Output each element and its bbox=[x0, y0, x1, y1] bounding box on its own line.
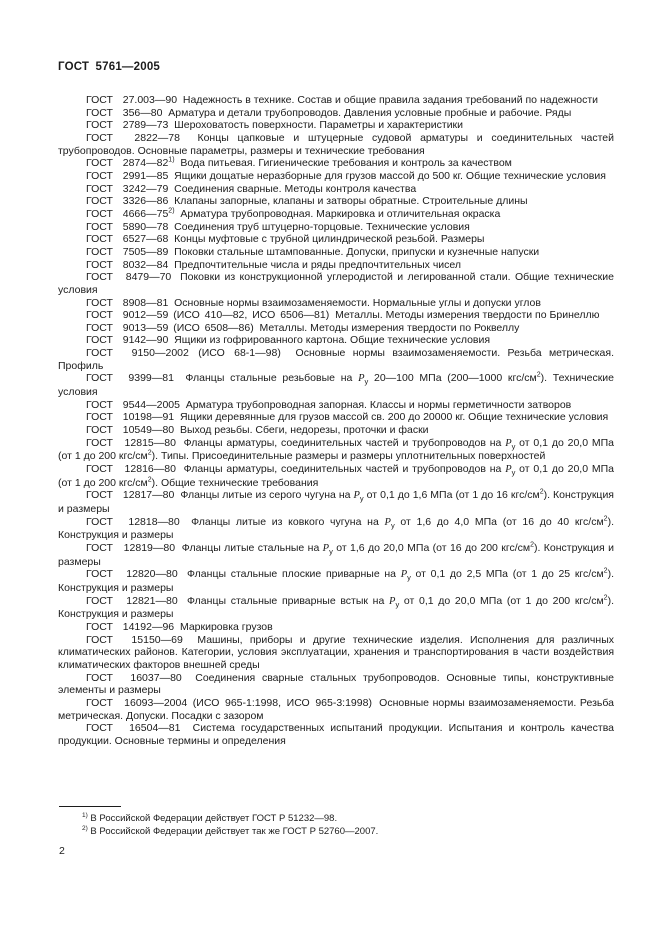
footnote-divider bbox=[59, 806, 121, 807]
reference-entry: ГОСТ 8908—81 Основные нормы взаимозаменяемости. Нормальные углы и допуски углов bbox=[86, 296, 541, 309]
reference-code: ГОСТ 12817—80 bbox=[86, 489, 175, 502]
reference-entry: ГОСТ 16037—80 Соединения сварные стальных трубопроводов. Основные типы, конструктивные элементы и размеры bbox=[58, 671, 615, 697]
reference-code: ГОСТ 4666—75 bbox=[86, 207, 169, 220]
reference-code: ГОСТ 12820—80 bbox=[86, 568, 178, 581]
squared-superscript: 2 bbox=[536, 371, 541, 379]
pressure-symbol: P bbox=[322, 542, 330, 554]
reference-code: ГОСТ 9012—59 (ИСО 410—82, ИСО 6506—81) bbox=[86, 309, 330, 322]
squared-superscript: 2 bbox=[530, 541, 534, 549]
reference-code: ГОСТ 6527—68 bbox=[86, 233, 169, 246]
reference-code: ГОСТ 3326—86 bbox=[86, 195, 169, 208]
squared-superscript: 2 bbox=[147, 449, 152, 457]
reference-code: ГОСТ 2991—85 bbox=[86, 169, 169, 182]
reference-entry: ГОСТ 12820—80 Фланцы стальные плоские приварные на $P_у$ от 0,1 до 2,5 МПа (от 1 до 25 кгс/$см^2$). Конструкция и размеры bbox=[58, 567, 614, 594]
reference-entry: ГОСТ 9150—2002 (ИСО 68-1—98) Основные нормы взаимозаменяемости. Резьба метрическая. Профиль bbox=[58, 347, 614, 372]
reference-code: ГОСТ 3242—79 bbox=[86, 182, 169, 195]
reference-code: ГОСТ 27.003—90 bbox=[86, 94, 178, 106]
reference-entry: ГОСТ 12816—80 Фланцы арматуры, соединительных частей и трубопроводов на $P_у$ от 0,1 до 20,0 МПа (от 1 до 200 кгс/$см^2$). Общие технические требования bbox=[58, 463, 615, 489]
pressure-symbol: P bbox=[353, 490, 360, 502]
footnote-entry: $^{2)}$ В Российской Федерации действует так же ГОСТ Р 52760—2007. bbox=[82, 824, 379, 837]
pressure-symbol: P bbox=[358, 373, 365, 385]
reference-code: ГОСТ 16504—81 bbox=[86, 722, 181, 735]
reference-entry: ГОСТ 3242—79 Соединения сварные. Методы контроля качества bbox=[86, 182, 417, 195]
references-list bbox=[58, 94, 614, 747]
reference-code: ГОСТ 356—80 bbox=[86, 106, 163, 119]
reference-entry: ГОСТ 9399—81 Фланцы стальные резьбовые на $P_у$ 20—100 МПа (200—1000 кгс/$см^2$). Технические условия bbox=[58, 371, 614, 399]
reference-entry: ГОСТ 27.003—90 Надежность в технике. Состав и общие правила задания требований по надежности bbox=[86, 94, 599, 106]
reference-code: ГОСТ 9013—59 (ИСО 6508—86) bbox=[86, 321, 254, 334]
reference-code: ГОСТ 12815—80 bbox=[86, 436, 176, 449]
footnote-marker: 1) bbox=[168, 156, 175, 164]
standard-number-heading: ГОСТ 5761—2005 bbox=[58, 61, 161, 73]
reference-entry: ГОСТ 12815—80 Фланцы арматуры, соединительных частей и трубопроводов на $P_у$ от 0,1 до 20,0 МПа (от 1 до 200 кгс/$см^2$). Типы. Присоединительные размеры и размеры уплотнительных поверхностей bbox=[58, 436, 615, 463]
reference-code: ГОСТ 8032—84 bbox=[86, 258, 169, 271]
pressure-symbol: P bbox=[389, 595, 396, 607]
reference-entry: ГОСТ 14192—96 Маркировка грузов bbox=[86, 620, 273, 633]
reference-code: ГОСТ 2789—73 bbox=[86, 119, 169, 132]
reference-code: ГОСТ 9399—81 bbox=[86, 372, 174, 385]
reference-code: ГОСТ 15150—69 bbox=[86, 633, 183, 646]
reference-entry: ГОСТ 4666—75$^{2)}$ Арматура трубопроводная. Маркировка и отличительная окраска bbox=[86, 207, 501, 220]
reference-code: ГОСТ 12818—80 bbox=[86, 515, 180, 528]
reference-entry: ГОСТ 10198—91 Ящики деревянные для грузов массой св. 200 до 20000 кг. Общие технические условия bbox=[86, 411, 609, 424]
reference-entry: ГОСТ 8032—84 Предпочтительные числа и ряды предпочтительных чисел bbox=[86, 258, 462, 271]
reference-entry: ГОСТ 15150—69 Машины, приборы и другие технические изделия. Исполнения для различных климатических районов. Категории, условия эксплуатации, хранения и транспортирования в части воздействия климатических факторов внешней среды bbox=[58, 633, 614, 671]
pressure-symbol: P bbox=[384, 516, 391, 528]
pressure-subscript: у bbox=[329, 547, 333, 557]
reference-entry: ГОСТ 3326—86 Клапаны запорные, клапаны и затворы обратные. Строительные длины bbox=[86, 195, 528, 208]
footnote-entry: $^{1)}$ В Российской Федерации действует ГОСТ Р 51232—98. bbox=[82, 811, 338, 824]
reference-entry: ГОСТ 2789—73 Шероховатость поверхности. Параметры и характеристики bbox=[86, 119, 464, 132]
reference-entry: ГОСТ 2991—85 Ящики дощатые неразборные для грузов массой до 500 кг. Общие технические условия bbox=[86, 169, 606, 182]
pressure-subscript: у bbox=[511, 441, 516, 451]
footnote-marker: 2) bbox=[82, 824, 88, 832]
reference-code: ГОСТ 16093—2004 (ИСО 965-1:1998, ИСО 965-3:1998) bbox=[86, 696, 372, 709]
reference-code: ГОСТ 12821—80 bbox=[86, 594, 178, 607]
reference-entry: ГОСТ 8479—70 Поковки из конструкционной углеродистой и легированной стали. Общие технические условия bbox=[58, 271, 614, 296]
reference-code: ГОСТ 9544—2005 bbox=[86, 398, 180, 411]
pressure-subscript: у bbox=[407, 573, 411, 583]
reference-code: ГОСТ 8479—70 bbox=[86, 271, 172, 284]
footnote-marker: 1) bbox=[82, 811, 88, 819]
squared-superscript: 2 bbox=[147, 476, 152, 484]
reference-code: ГОСТ 10549—80 bbox=[86, 424, 175, 437]
reference-code: ГОСТ 9142—90 bbox=[86, 334, 169, 347]
squared-superscript: 2 bbox=[539, 488, 544, 496]
pressure-symbol: P bbox=[505, 437, 512, 449]
reference-code: ГОСТ 12819—80 bbox=[86, 541, 176, 554]
reference-code: ГОСТ 10198—91 bbox=[86, 411, 175, 424]
squared-superscript: 2 bbox=[603, 594, 608, 602]
pressure-subscript: у bbox=[390, 520, 395, 530]
reference-entry: ГОСТ 12817—80 Фланцы литые из серого чугуна на $P_у$ от 0,1 до 1,6 МПа (от 1 до 16 кгс/$см^2$). Конструкция и размеры bbox=[58, 488, 614, 515]
pressure-subscript: у bbox=[511, 468, 516, 478]
reference-entry: ГОСТ 6527—68 Концы муфтовые с трубной цилиндрической резьбой. Размеры bbox=[86, 233, 485, 246]
reference-entry: ГОСТ 2874—82$^{1)}$ Вода питьевая. Гигиенические требования и контроль за качеством bbox=[86, 156, 512, 170]
reference-entry: ГОСТ 5890—78 Соединения труб штуцерно-торцовые. Технические условия bbox=[86, 220, 470, 233]
reference-entry: ГОСТ 9142—90 Ящики из гофрированного картона. Общие технические условия bbox=[86, 334, 491, 347]
reference-entry: ГОСТ 12821—80 Фланцы стальные приварные встык на $P_у$ от 0,1 до 20,0 МПа (от 1 до 200 кгс/$см^2$). Конструкция и размеры bbox=[58, 594, 614, 621]
reference-code: ГОСТ 2822—78 bbox=[86, 131, 180, 144]
squared-superscript: 2 bbox=[603, 515, 608, 523]
reference-entry: ГОСТ 12819—80 Фланцы литые стальные на $P_у$ от 1,6 до 20,0 МПа (от 16 до 200 кгс/$см^2$). Конструкция и размеры bbox=[58, 541, 614, 568]
reference-code: ГОСТ 9150—2002 (ИСО 68-1—98) bbox=[86, 347, 281, 360]
reference-code: ГОСТ 16037—80 bbox=[86, 671, 182, 684]
reference-entry: ГОСТ 7505—89 Поковки стальные штампованные. Допуски, припуски и кузнечные напуски bbox=[86, 245, 540, 258]
reference-entry: ГОСТ 2822—78 Концы цапковые и штуцерные судовой арматуры и соединительных частей трубопроводов. Основные параметры, размеры и технические требования bbox=[58, 131, 614, 157]
footnote-marker: 2) bbox=[168, 207, 175, 215]
reference-code: ГОСТ 12816—80 bbox=[86, 463, 176, 476]
pressure-subscript: у bbox=[395, 599, 400, 609]
reference-entry: ГОСТ 356—80 Арматура и детали трубопроводов. Давления условные пробные и рабочие. Ряды bbox=[86, 106, 572, 119]
squared-superscript: 2 bbox=[603, 567, 608, 575]
reference-code: ГОСТ 2874—82 bbox=[86, 157, 169, 170]
reference-entry: ГОСТ 16093—2004 (ИСО 965-1:1998, ИСО 965-3:1998) Основные нормы взаимозаменяемости. Резьба метрическая. Допуски. Посадки с зазором bbox=[58, 696, 614, 722]
pressure-subscript: у bbox=[359, 494, 364, 504]
reference-entry: ГОСТ 9013—59 (ИСО 6508—86) Металлы. Методы измерения твердости по Роквеллу bbox=[86, 321, 520, 334]
page-number: 2 bbox=[59, 845, 65, 857]
pressure-symbol: P bbox=[505, 464, 512, 476]
reference-entry: ГОСТ 9012—59 (ИСО 410—82, ИСО 6506—81) Металлы. Методы измерения твердости по Бринеллю bbox=[86, 309, 600, 322]
reference-code: ГОСТ 7505—89 bbox=[86, 245, 169, 258]
reference-entry: ГОСТ 16504—81 Система государственных испытаний продукции. Испытания и контроль качества продукции. Основные термины и определения bbox=[58, 722, 615, 747]
reference-entry: ГОСТ 10549—80 Выход резьбы. Сбеги, недорезы, проточки и фаски bbox=[86, 424, 429, 437]
reference-entry: ГОСТ 12818—80 Фланцы литые из ковкого чугуна на $P_у$ от 1,6 до 4,0 МПа (от 16 до 40 кгс/$см^2$). Конструкция и размеры bbox=[58, 515, 614, 542]
footnotes-block bbox=[58, 812, 614, 838]
pressure-symbol: P bbox=[400, 569, 408, 581]
reference-entry: ГОСТ 9544—2005 Арматура трубопроводная запорная. Классы и нормы герметичности затворов bbox=[86, 398, 572, 411]
reference-code: ГОСТ 5890—78 bbox=[86, 220, 169, 233]
pressure-subscript: у bbox=[364, 377, 369, 387]
reference-code: ГОСТ 14192—96 bbox=[86, 620, 175, 633]
reference-code: ГОСТ 8908—81 bbox=[86, 296, 169, 309]
